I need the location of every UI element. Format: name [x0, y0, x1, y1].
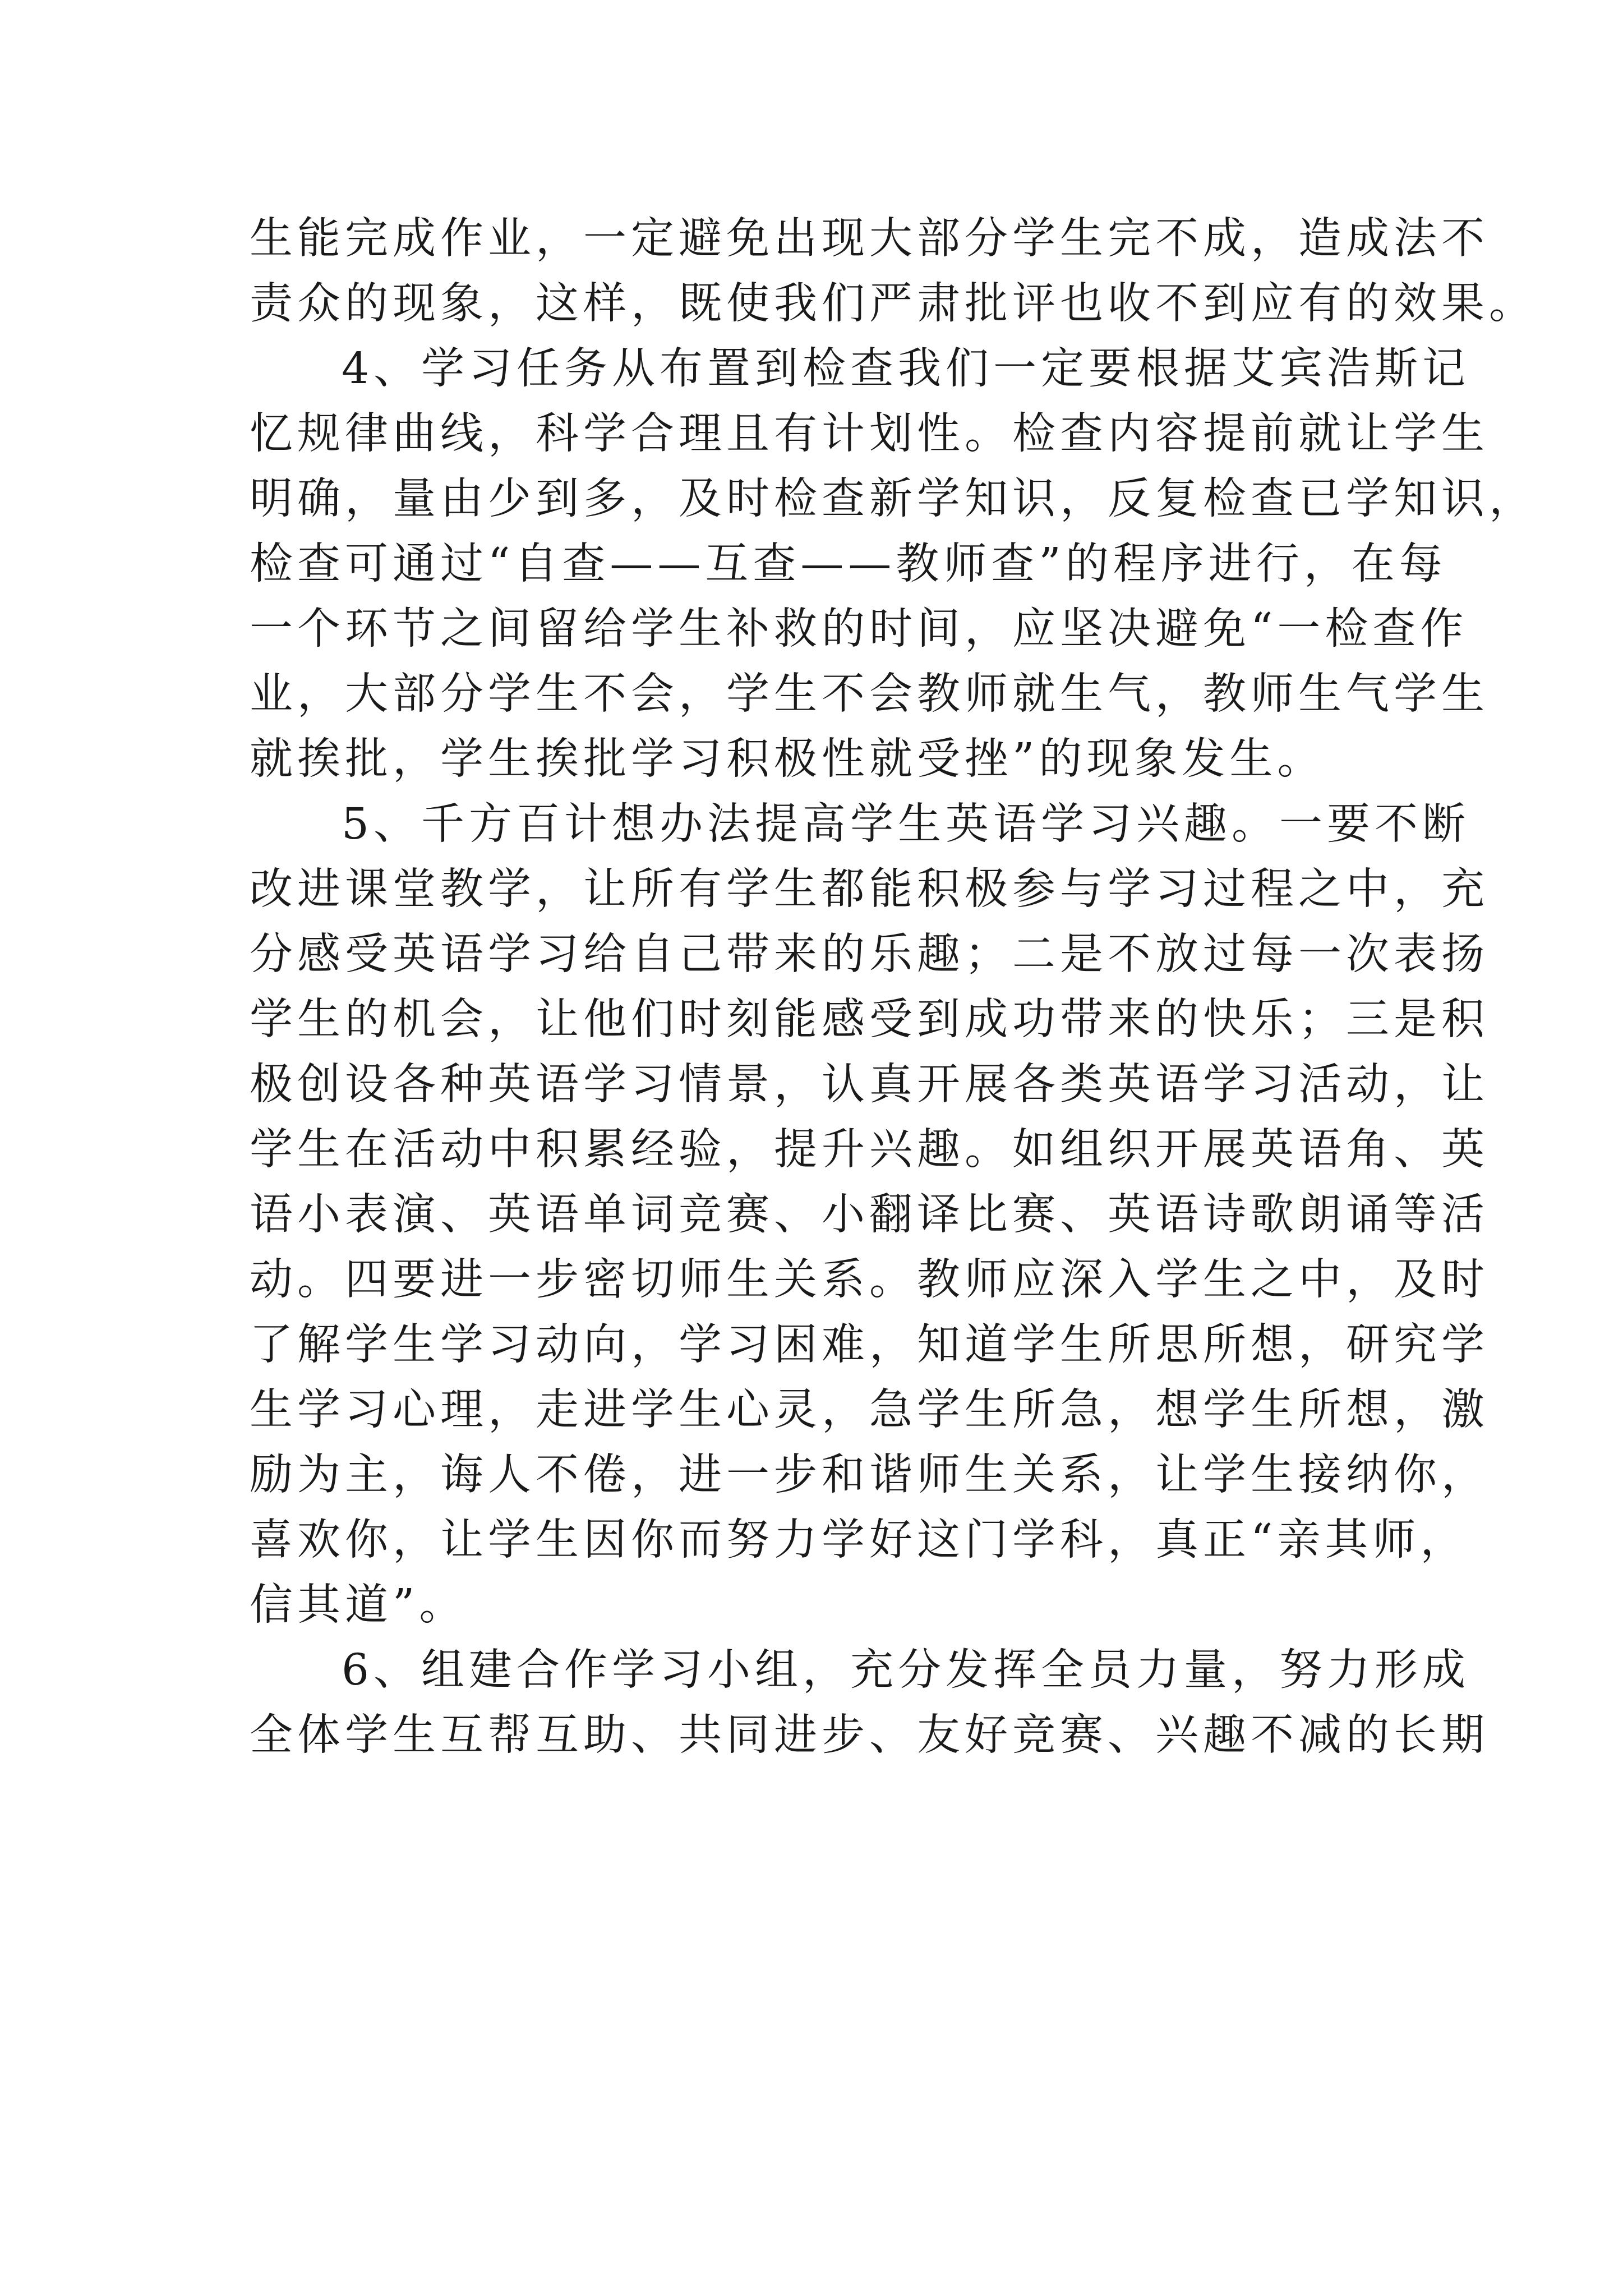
paragraph-continuation — [250, 206, 1537, 337]
text-line: 分感受英语学习给自己带来的乐趣；二是不放过每一次表扬 — [250, 930, 1489, 979]
text-line: 一个环节之间留给学生补救的时间，应坚决避免“一检查作 — [250, 604, 1468, 654]
text-line: 喜欢你，让学生因你而努力学好这门学科，真正“亲其师， — [250, 1515, 1468, 1565]
text-line: 5、千方百计想办法提高学生英语学习兴趣。一要不断 — [342, 799, 1470, 849]
text-line: 业，大部分学生不会，学生不会教师就生气，教师生气学生 — [250, 669, 1489, 719]
text-line: 动。四要进一步密切师生关系。教师应深入学生之中，及时 — [250, 1255, 1489, 1305]
text-line: 明确，量由少到多，及时检查新学知识，反复检查已学知识， — [250, 474, 1537, 524]
text-line: 学生在活动中积累经验，提升兴趣。如组织开展英语角、英 — [250, 1125, 1489, 1175]
text-line: 生学习心理，走进学生心灵，急学生所急，想学生所想，激 — [250, 1385, 1489, 1435]
text-line: 励为主，诲人不倦，进一步和谐师生关系，让学生接纳你， — [250, 1450, 1489, 1500]
text-line: 了解学生学习动向，学习困难，知道学生所思所想，研究学 — [250, 1320, 1489, 1370]
text-line: 信其道”。 — [250, 1580, 467, 1630]
text-line: 4、学习任务从布置到检查我们一定要根据艾宾浩斯记 — [342, 344, 1470, 394]
text-line: 6、组建合作学习小组，充分发挥全员力量，努力形成 — [342, 1645, 1470, 1695]
text-line: 改进课堂教学，让所有学生都能积极参与学习过程之中，充 — [250, 864, 1489, 914]
text-line: 检查可通过“自查——互查——教师查”的程序进行，在每 — [250, 539, 1447, 589]
text-line: 语小表演、英语单词竞赛、小翻译比赛、英语诗歌朗诵等活 — [250, 1190, 1489, 1240]
text-line: 生能完成作业，一定避免出现大部分学生完不成，造成法不 — [250, 214, 1489, 264]
text-line: 忆规律曲线，科学合理且有计划性。检查内容提前就让学生 — [250, 409, 1489, 459]
paragraph-item-5 — [250, 792, 1489, 1638]
paragraph-item-6 — [250, 1638, 1489, 1768]
text-line: 极创设各种英语学习情景，认真开展各类英语学习活动，让 — [250, 1060, 1489, 1110]
text-line: 就挨批，学生挨批学习积极性就受挫”的现象发生。 — [250, 734, 1325, 784]
text-line: 责众的现象，这样，既使我们严肃批评也收不到应有的效果。 — [250, 279, 1537, 329]
paragraph-item-4 — [250, 337, 1537, 792]
text-line: 学生的机会，让他们时刻能感受到成功带来的快乐；三是积 — [250, 995, 1489, 1045]
document-body — [250, 206, 1537, 1768]
text-line: 全体学生互帮互助、共同进步、友好竞赛、兴趣不减的长期 — [250, 1710, 1489, 1760]
